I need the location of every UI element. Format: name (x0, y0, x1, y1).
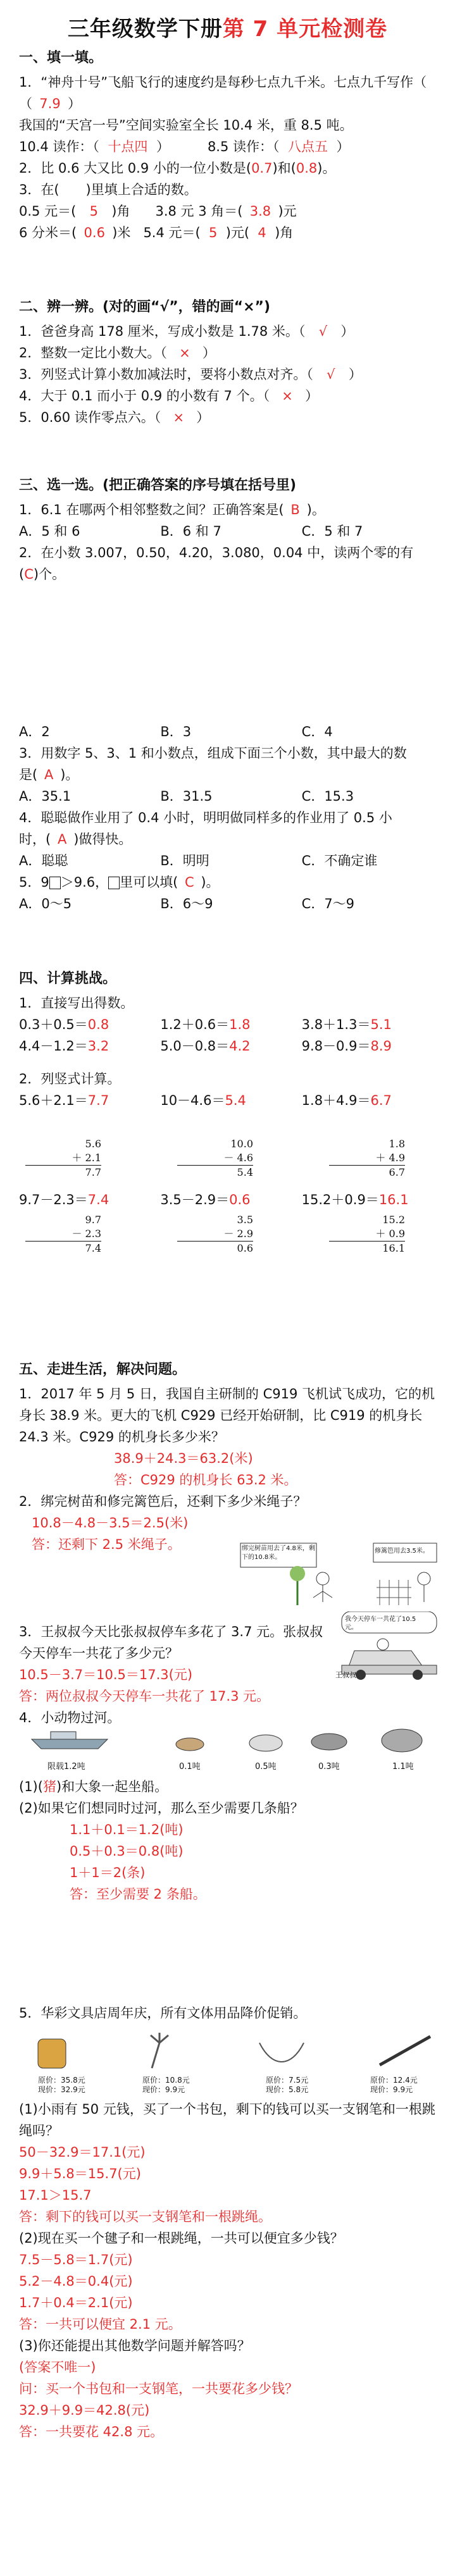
vertical-calc: 1.8 ＋ 4.9 6.7 (329, 1137, 405, 1180)
solution-line: 50－32.9＝17.1(元) (19, 2145, 146, 2160)
page-title: 三年级数学下册第 7 单元检测卷 (67, 16, 388, 42)
calc-item: 5.6＋2.1＝7.7 (19, 1093, 109, 1108)
solution-line: 答：一共可以便宜 2.1 元。 (19, 2317, 182, 2332)
boat-label: 限载1.2吨 (47, 1762, 85, 1772)
question-1b: 我国的“天宫一号”空间实验室全长 10.4 米，重 8.5 吨。 (19, 118, 353, 133)
mc-options: A．5 和 6 B．6 和 7 C．5 和 7 (19, 524, 363, 539)
problem-5-subs (19, 2098, 443, 2443)
blank-box (108, 877, 120, 889)
question-3: 3．在( )里填上合适的数。 (19, 182, 197, 197)
animals-illustration (25, 1720, 443, 1765)
mc-question-5: 5．9 ＞9.6， 里可以填( C )。 (19, 875, 220, 890)
tf-item: 4．大于 0.1 而小于 0.9 的小数有 7 个。（ × ） (19, 388, 319, 404)
speech-bubble: 绑完树苗用去了4.8米，剩下的10.8米。 (242, 1545, 315, 1561)
problem-5-block (19, 2002, 443, 2024)
question-2: 2．比 0.6 大又比 0.9 小的一位小数是(0.7)和(0.8)。 (19, 161, 336, 176)
solution-line: 1.1＋0.1＝1.2(吨) (70, 1822, 184, 1837)
calc-item: 5.0－0.8＝4.2 (160, 1038, 251, 1054)
solution-line: 0.5＋0.3＝0.8(吨) (70, 1844, 184, 1859)
solution-line: (答案不唯一) (19, 2360, 96, 2375)
animal-weight: 0.3吨 (318, 1762, 340, 1772)
calc-instruction: 2．列竖式计算。 (19, 1071, 121, 1087)
section-true-false (19, 296, 443, 428)
problem-5-sub-1: (1)小雨有 50 元钱，买了一个书包，剩下的钱可以买一支钢笔和一根跳绳吗？ (19, 2102, 435, 2138)
problem-5-sub-3: (3)你还能提出其他数学问题并解答吗？ (19, 2338, 251, 2353)
question-3a: 0.5 元＝( 5 )角 3.8 元 3 角＝( 3.8 )元 (19, 204, 297, 219)
problem-4: 4．小动物过河。 (19, 1710, 121, 1725)
section-heading: 五、走进生活，解决问题。 (19, 1362, 187, 1377)
solution-line: 答：一共要花 42.8 元。 (19, 2424, 164, 2439)
backpack-icon (38, 2039, 66, 2068)
vertical-calc: 9.7 － 2.3 7.4 (25, 1213, 101, 1255)
product-price: 原价：35.8元 现价：32.9元 (38, 2076, 85, 2094)
vertical-row (19, 1090, 443, 1111)
vertical-calc: 15.2 ＋ 0.9 16.1 (329, 1213, 405, 1255)
problem-4-sub-1: (1)(猪)和大象一起坐船。 (19, 1779, 168, 1794)
jump-rope-icon (259, 2043, 304, 2062)
solution-line: 1.7＋0.4＝2.1(元) (19, 2295, 133, 2310)
mc-question-3: 3．用数字 5、3、1 和小数点，组成下面三个小数，其中最大的数 (19, 746, 407, 761)
calc-item: 4.4－1.2＝3.2 (19, 1038, 109, 1054)
section-heading: 一、填一填。 (19, 50, 103, 66)
speech-bubble: 修篱笆用去3.5米。 (375, 1548, 429, 1555)
blank-box (49, 877, 61, 889)
dog-icon (176, 1738, 204, 1751)
mc-question-2: 2．在小数 3.007，0.50，4.20，3.080，0.04 中，读两个零的有 (19, 545, 414, 560)
problem-5: 5．华彩文具店周年庆，所有文体用品降价促销。 (19, 2006, 307, 2021)
solution-line: 17.1＞15.7 (19, 2188, 92, 2203)
section-fill-in (19, 47, 443, 243)
calc-row (19, 1014, 443, 1035)
problem-5-sub-2: (2)现在买一个毽子和一根跳绳，一共可以便宜多少钱？ (19, 2231, 344, 2246)
elephant-icon (382, 1729, 422, 1752)
calc-item: 9.8－0.9＝8.9 (301, 1038, 392, 1054)
solution-line: 答：剩下的钱可以买一支钢笔和一根跳绳。 (19, 2209, 271, 2224)
mc-question-4-answer: 时，( A )做得快。 (19, 832, 132, 847)
calc-item: 0.3＋0.5＝0.8 (19, 1017, 109, 1032)
solution-line: 7.5－5.8＝1.7(元) (19, 2252, 133, 2267)
calc-row (19, 1035, 443, 1057)
mc-question-1: 1．6.1 在哪两个相邻整数之间？正确答案是( B )。 (19, 502, 325, 517)
vertical-calc: 10.0 － 4.6 5.4 (177, 1137, 253, 1180)
tf-item: 1．爸爸身高 178 厘米，写成小数是 1.78 米。（ √ ） (19, 324, 354, 339)
animal-weight: 0.5吨 (255, 1762, 277, 1772)
problem-2-answer: 答：还剩下 2.5 米绳子。 (32, 1537, 181, 1552)
calc-instruction: 1．直接写出得数。 (19, 995, 134, 1011)
mc-options: A．2 B．3 C．4 (19, 724, 333, 739)
mc-options: A．聪聪 B．明明 C．不确定谁 (19, 853, 378, 868)
section-multiple-choice-cont (19, 721, 443, 915)
question-3b: 6 分米＝( 0.6 )米 5.4 元＝( 5 )元( 4 )角 (19, 225, 294, 240)
tf-item: 2．整数一定比小数大。（ × ） (19, 345, 216, 361)
calc-item: 10－4.6＝5.4 (160, 1093, 246, 1108)
calc-item: 3.5－2.9＝0.6 (160, 1192, 251, 1207)
problem-1: 1．2017 年 5 月 5 日，我国自主研制的 C919 飞机试飞成功，它的机身长 38.9 米。更大的飞机 C929 已经开始研制，比 C919 的机身长 24.3 米。C929 的机身长多少米？ (19, 1386, 435, 1445)
solution-line: 5.2－4.8＝0.4(元) (19, 2274, 133, 2289)
cow-icon (311, 1734, 347, 1750)
mc-question-2-answer: (C)个。 (19, 567, 66, 582)
section-heading: 二、辨一辨。(对的画“√”，错的画“×”) (19, 299, 271, 315)
pen-icon (380, 2037, 430, 2065)
problem-3-solution: 10.5－3.7＝10.5＝17.3(元) (19, 1667, 193, 1682)
calc-item: 9.7－2.3＝7.4 (19, 1192, 109, 1207)
tf-item: 3．列竖式计算小数加减法时，要将小数点对齐。（ √ ） (19, 367, 362, 382)
boat-icon (32, 1739, 108, 1749)
problem-3: 3．王叔叔今天比张叔叔停车多花了 3.7 元。张叔叔今天停车一共花了多少元？ (19, 1624, 323, 1661)
question-1-answer-line: （ 7.9 ） (19, 96, 81, 111)
product-price: 原价：12.4元 现价：9.9元 (370, 2076, 418, 2094)
shuttlecock-icon (151, 2033, 168, 2068)
pig-icon (249, 1735, 282, 1751)
solution-line: 9.9＋5.8＝15.7(元) (19, 2166, 141, 2181)
section-multiple-choice (19, 474, 443, 585)
solution-line: 1＋1＝2(条) (70, 1865, 146, 1880)
mc-options: A．0～5 B．6～9 C．7～9 (19, 896, 355, 911)
animal-weight: 1.1吨 (392, 1762, 414, 1772)
vertical-calc: 5.6 ＋ 2.1 7.7 (25, 1137, 101, 1180)
vertical-row-2 (19, 1189, 443, 1211)
calc-item: 1.8＋4.9＝6.7 (301, 1093, 392, 1108)
problem-3-answer: 答：两位叔叔今天停车一共花了 17.3 元。 (19, 1689, 270, 1704)
problem-1-solution: 38.9＋24.3＝63.2(米) (114, 1451, 253, 1466)
problem-4-sub-2: (2)如果它们想同时过河，那么至少需要几条船？ (19, 1801, 304, 1816)
problem-2-solution: 10.8－4.8－3.5＝2.5(米) (32, 1515, 189, 1531)
problem-1-answer: 答：C929 的机身长 63.2 米。 (114, 1472, 297, 1488)
section-word-problems (19, 1359, 443, 1555)
speech-bubble: 我今天停车一共花了10.5元。 (345, 1616, 416, 1631)
mc-question-4: 4．聪聪做作业用了 0.4 小时，明明做同样多的作业用了 0.5 小 (19, 810, 392, 825)
mc-question-3-answer: 是( A )。 (19, 767, 79, 782)
product-price: 原价：7.5元 现价：5.8元 (266, 2076, 309, 2094)
solution-line: 答：至少需要 2 条船。 (70, 1887, 206, 1902)
calc-item: 15.2＋0.9＝16.1 (301, 1192, 409, 1207)
vertical-calc: 3.5 － 2.9 0.6 (177, 1213, 253, 1255)
product-price: 原价：10.8元 现价：9.9元 (142, 2076, 190, 2094)
calc-item: 1.2＋0.6＝1.8 (160, 1017, 251, 1032)
tf-item: 5．0.60 读作零点六。（ × ） (19, 410, 210, 425)
solution-line: 问：买一个书包和一支钢笔，一共要花多少钱？ (19, 2381, 298, 2396)
section-heading: 三、选一选。(把正确答案的序号填在括号里) (19, 478, 297, 493)
calc-item: 3.8＋1.3＝5.1 (301, 1017, 392, 1032)
animal-weight: 0.1吨 (179, 1762, 201, 1772)
section-calculation (19, 968, 443, 1111)
mc-options: A．35.1 B．31.5 C．15.3 (19, 789, 354, 804)
problem-2: 2．绑完树苗和修完篱笆后，还剩下多少米绳子？ (19, 1494, 307, 1509)
person-label: 王叔叔 (335, 1671, 356, 1679)
question-1c: 10.4 读作：（ 十点四 ） 8.5 读作：（ 八点五 ） (19, 139, 350, 154)
question-1: 1．“神舟十号”飞船飞行的速度约是每秒七点九千米。七点九千写作（ (19, 75, 427, 90)
vertical-row (19, 1189, 443, 1211)
problem-4-block (19, 1776, 443, 1905)
products-illustration (25, 2030, 443, 2074)
solution-line: 32.9＋9.9＝42.8(元) (19, 2403, 150, 2418)
section-heading: 四、计算挑战。 (19, 971, 117, 987)
